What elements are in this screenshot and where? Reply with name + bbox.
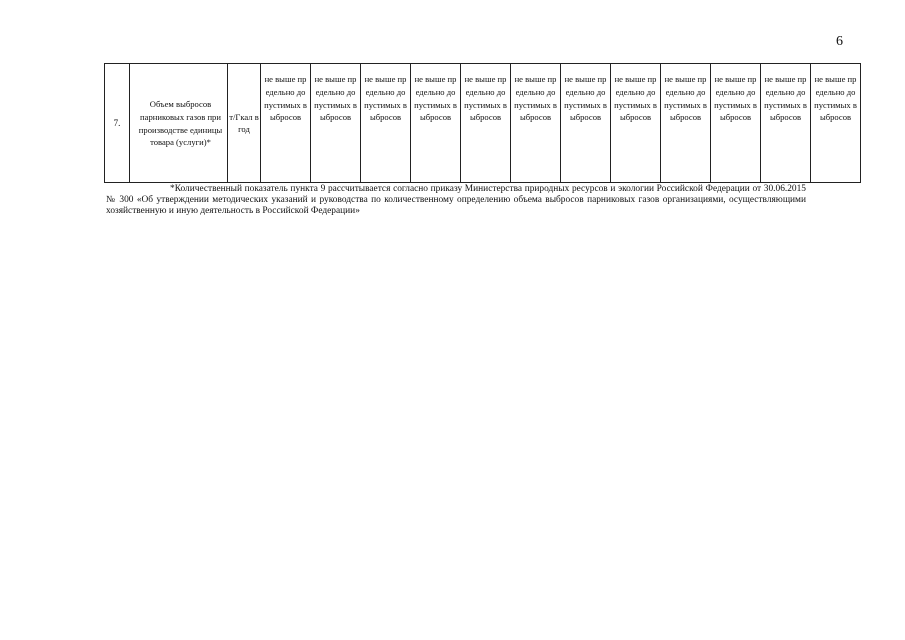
value-cell (761, 64, 811, 183)
value-cell (611, 64, 661, 183)
value-cell (661, 64, 711, 183)
value-cell (411, 64, 461, 183)
value-cell (811, 64, 861, 183)
value-text: не выше предельно допустимых выбросов (314, 74, 357, 123)
value-cell (361, 64, 411, 183)
value-text: не выше предельно допустимых выбросов (464, 74, 507, 123)
value-cell (711, 64, 761, 183)
value-cell (511, 64, 561, 183)
value-cell (461, 64, 511, 183)
row-number: 7. (105, 64, 130, 183)
page-number: 6 (836, 34, 843, 49)
value-text: не выше предельно допустимых выбросов (264, 74, 307, 123)
indicator-name: Объем выбросов парниковых газов при производстве единицы товара (услуги)* (130, 64, 228, 183)
value-text: не выше предельно допустимых выбросов (664, 74, 707, 123)
value-text: не выше предельно допустимых выбросов (564, 74, 607, 123)
value-cell (261, 64, 311, 183)
value-text: не выше предельно допустимых выбросов (414, 74, 457, 123)
value-text: не выше предельно допустимых выбросов (714, 74, 757, 123)
indicator-table (104, 63, 861, 183)
value-text: не выше предельно допустимых выбросов (764, 74, 807, 123)
value-text: не выше предельно допустимых выбросов (614, 74, 657, 123)
value-text: не выше предельно допустимых выбросов (364, 74, 407, 123)
value-cell (561, 64, 611, 183)
footnote: *Количественный показатель пункта 9 рассчитывается согласно приказу Министерства природных ресурсов и экологии Российской Федерации от 30.06.2015 № 300 «Об утверждении методических указаний и руководства по количественному определению объема выбросов парниковых газов организациями, осуществляющими хозяйственную и иную деятельность в Российской Федерации» (106, 184, 806, 217)
unit-cell: т/Гкал в год (228, 64, 261, 183)
value-text: не выше предельно допустимых выбросов (514, 74, 557, 123)
value-text: не выше предельно допустимых выбросов (814, 74, 857, 123)
value-cell (311, 64, 361, 183)
table-row (105, 64, 861, 183)
